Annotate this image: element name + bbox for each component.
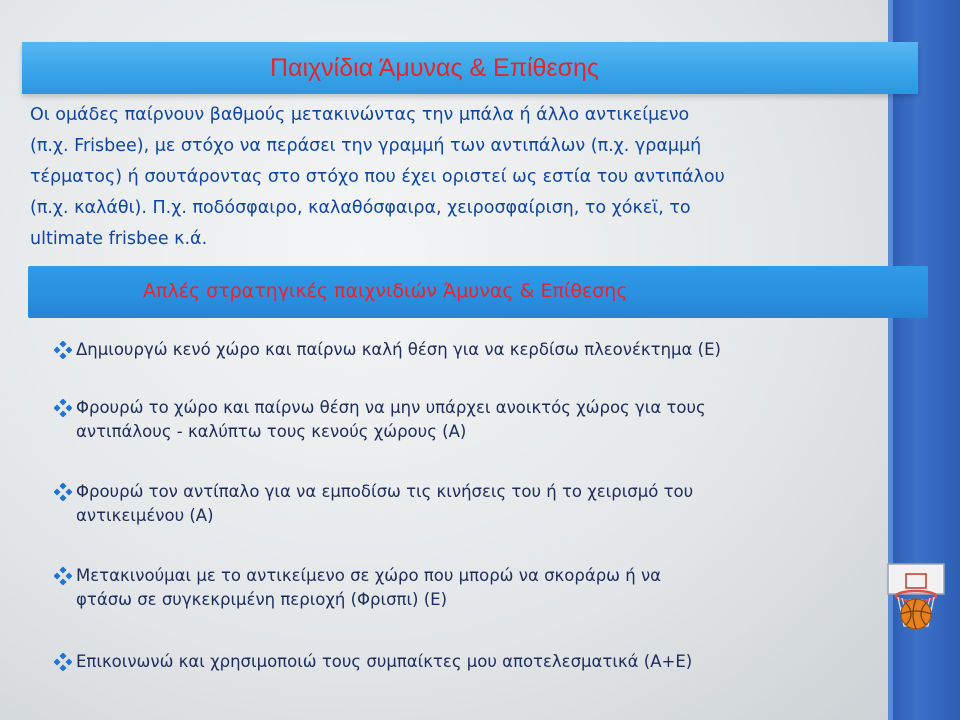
intro-line: (π.χ. Frisbee), με στόχο να περάσει την γραμμή των αντιπάλων (π.χ. γραμμή xyxy=(30,136,702,156)
intro-line: τέρματος) ή σουτάροντας στο στόχο που έχει οριστεί ως εστία του αντιπάλου xyxy=(30,167,725,187)
subtitle: Απλές στρατηγικές παιχνιδιών Άμυνας & Επίθεσης xyxy=(143,280,628,302)
intro-paragraph xyxy=(30,100,880,255)
diamond-bullet-icon xyxy=(54,396,74,420)
strategy-item xyxy=(54,564,906,612)
strategy-line: φτάσω σε συγκεκριμένη περιοχή (Φρισπι) (Ε) xyxy=(76,590,448,609)
strategy-item xyxy=(54,650,906,674)
strategy-line: Δημιουργώ κενό χώρο και παίρνω καλή θέση για να κερδίσω πλεονέκτημα (Ε) xyxy=(76,340,721,359)
strategy-line: Μετακινούμαι με το αντικείμενο σε χώρο που μπορώ να σκοράρω ή να xyxy=(76,566,662,585)
strategy-item xyxy=(54,480,906,528)
diamond-bullet-icon xyxy=(54,338,74,362)
strategy-item xyxy=(54,396,906,444)
strategy-line: Φρουρώ το χώρο και παίρνω θέση να μην υπάρχει ανοικτός χώρος για τους xyxy=(76,398,706,417)
basketball-hoop-icon xyxy=(880,562,952,648)
strategy-line: Επικοινωνώ και χρησιμοποιώ τους συμπαίκτες μου αποτελεσματικά (Α+Ε) xyxy=(76,652,693,671)
diamond-bullet-icon xyxy=(54,650,74,674)
diamond-bullet-icon xyxy=(54,564,74,588)
diamond-bullet-icon xyxy=(54,480,74,504)
intro-line: ultimate frisbee κ.ά. xyxy=(30,229,208,249)
strategy-line: αντιπάλους - καλύπτω τους κενούς χώρους (Α) xyxy=(76,422,467,441)
strategy-item xyxy=(54,338,906,362)
strategy-line: αντικειμένου (Α) xyxy=(76,506,214,525)
slide-title: Παιχνίδια Άμυνας & Επίθεσης xyxy=(270,54,599,82)
intro-line: (π.χ. καλάθι). Π.χ. ποδόσφαιρο, καλαθόσφαιρα, χειροσφαίριση, το χόκεϊ, το xyxy=(30,198,691,218)
intro-line: Οι ομάδες παίρνουν βαθμούς μετακινώντας την μπάλα ή άλλο αντικείμενο xyxy=(30,105,690,125)
strategy-line: Φρουρώ τον αντίπαλο για να εμποδίσω τις κινήσεις του ή το χειρισμό του xyxy=(76,482,694,501)
